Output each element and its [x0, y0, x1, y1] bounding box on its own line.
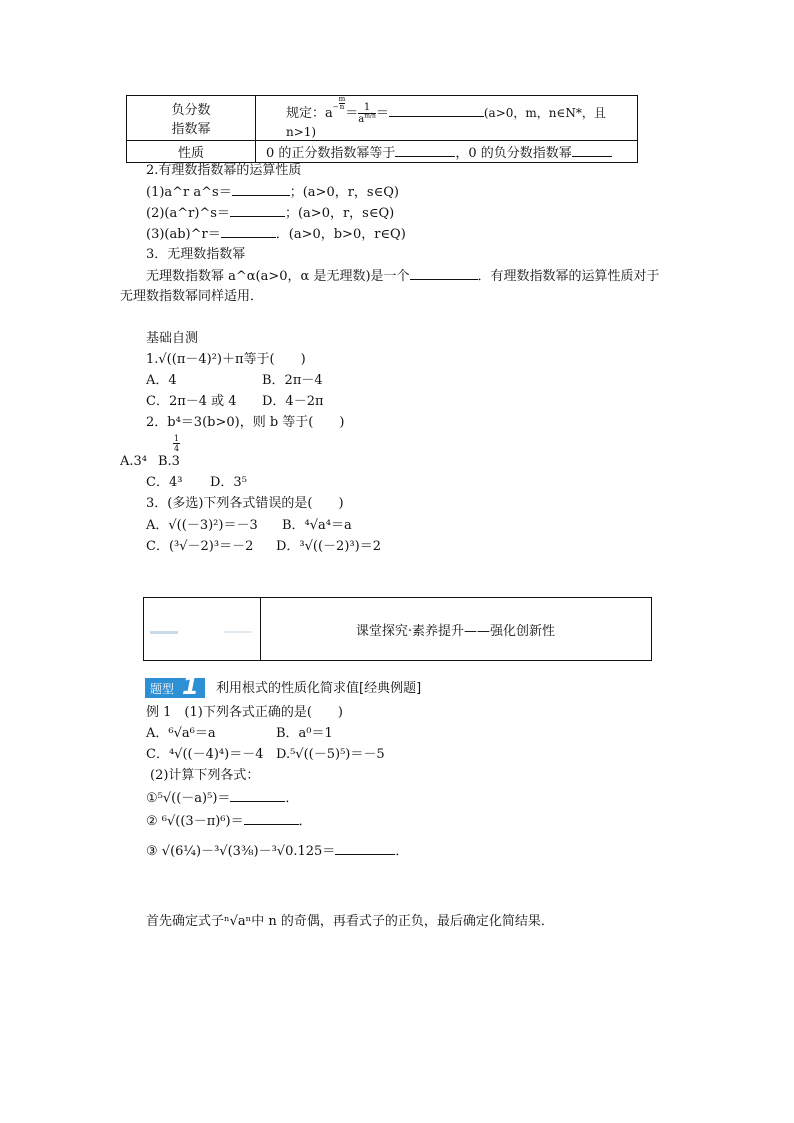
- q3: 3．(多选)下列各式错误的是( ): [146, 496, 344, 511]
- property-text1: 0 的正分数指数幂等于: [266, 146, 396, 161]
- eq2: ＝: [375, 106, 389, 121]
- blank-8[interactable]: [230, 789, 285, 802]
- blank-9[interactable]: [244, 812, 299, 825]
- q3-option-c[interactable]: C．(³√－2)³＝－2: [146, 539, 254, 554]
- exp-n: n: [339, 103, 345, 111]
- q2-b-exponent: [173, 434, 180, 453]
- q3-option-b[interactable]: B．⁴√a⁴＝a: [282, 518, 352, 533]
- example-part2: (2)计算下列各式：: [150, 768, 260, 783]
- property-text2: ，0 的负分数指数幂: [455, 146, 572, 161]
- irrational-text1: 无理数指数幂 a^α(a>0，α 是无理数)是一个: [146, 269, 410, 284]
- q1: 1.√((π－4)²)＋π等于( ): [146, 352, 306, 367]
- ops-item2-cond: ；(a>0，r，s∈Q): [284, 206, 395, 221]
- example-option-b[interactable]: B．a⁰＝1: [276, 726, 333, 741]
- ops-item2: [146, 204, 394, 223]
- rule-conditions: (a>0，m，n∈N*，且 n>1): [286, 106, 606, 139]
- q1-option-d[interactable]: D．4－2π: [262, 394, 324, 409]
- blank-1[interactable]: [389, 104, 484, 117]
- ops-item3-expr: (3)(ab)^r＝: [146, 227, 221, 242]
- ops-item1: [146, 183, 399, 202]
- irrational-line1: [146, 267, 660, 286]
- table-cell-rule: 规定：a− $\frac{m}{n}$ ＝ $\frac{1}{a^{m/n}}$ ＝ (a>0，m，n∈N*，且 n>1): [256, 96, 638, 141]
- example-option-d[interactable]: D.⁵√((－5)⁵)＝－5: [276, 747, 385, 762]
- q3-option-d[interactable]: D．³√((－2)³)＝2: [276, 539, 381, 554]
- exp-num: 1: [174, 434, 180, 443]
- eq1: ＝: [345, 106, 359, 121]
- calc-2: ② ⁶√((3－π)⁶)＝ ．: [146, 814, 312, 829]
- exp-den: 4: [174, 444, 180, 453]
- q2-option-b[interactable]: [158, 453, 180, 471]
- example-option-a[interactable]: A．⁶√a⁶＝a: [146, 726, 216, 741]
- q3-option-a[interactable]: A．√((－3)²)＝－3: [146, 518, 258, 533]
- blank-6[interactable]: [221, 225, 276, 238]
- irrational-text2: ．有理数指数幂的运算性质对于: [477, 269, 660, 284]
- example-heading: 例 1 (1)下列各式正确的是( ): [146, 705, 343, 720]
- irrational-line2: 无理数指数幂同样适用．: [120, 289, 264, 304]
- frac-den: a: [358, 114, 365, 125]
- ops-item1-expr: (1)a^r a^s＝: [146, 185, 232, 200]
- table-cell-label: [127, 96, 256, 141]
- ops-heading: 2.有理数指数幂的运算性质: [146, 163, 302, 178]
- calc-3: ③ √(6¼)－³√(3⅜)－³√0.125＝ ．: [146, 844, 409, 859]
- table-cell-label2: 性质: [127, 141, 256, 163]
- decor-bar: [150, 631, 178, 634]
- ops-item3-cond: ．(a>0，b>0，r∈Q): [275, 227, 406, 242]
- hint-text: 首先确定式子ⁿ√aⁿ中 n 的奇偶，再看式子的正负，最后确定化简结果．: [146, 914, 554, 929]
- q1-option-b[interactable]: B．2π－4: [262, 373, 323, 388]
- blank-5[interactable]: [230, 204, 285, 217]
- type-badge-label: 题型: [150, 682, 175, 696]
- example-option-c[interactable]: C．⁴√((－4)⁴)＝－4: [146, 747, 264, 762]
- section-header-decoration: [144, 598, 261, 660]
- blank-2[interactable]: [395, 144, 455, 157]
- q2-option-a[interactable]: A.3⁴: [120, 454, 148, 469]
- decor-bar: [224, 631, 252, 633]
- section-header: [143, 597, 652, 661]
- calc-2-expr: ② ⁶√((3－π)⁶)＝: [146, 814, 244, 829]
- q2-option-b-base: B.3: [158, 454, 180, 469]
- blank-10[interactable]: [335, 842, 395, 855]
- calc-3-expr: ③ √(6¼)－³√(3⅜)－³√0.125＝: [146, 844, 336, 859]
- exp-m: m: [338, 95, 346, 103]
- calc-1: ①⁵√((－a)⁵)＝ ．: [146, 791, 299, 806]
- q2-option-c[interactable]: C．4³: [146, 475, 183, 490]
- selftest-heading: 基础自测: [146, 331, 199, 346]
- q2-option-d[interactable]: D．3⁵: [210, 475, 247, 490]
- frac-num: 1: [358, 102, 376, 114]
- blank-7[interactable]: [410, 267, 478, 280]
- q1-option-c[interactable]: C．2π－4 或 4: [146, 394, 237, 409]
- calc-1-expr: ①⁵√((－a)⁵)＝: [146, 791, 231, 806]
- blank-4[interactable]: [232, 183, 290, 196]
- table-cell-property: [256, 141, 638, 163]
- q1-option-a[interactable]: A．4: [146, 373, 177, 388]
- label-line2: 指数幂: [171, 122, 211, 137]
- ops-item1-cond: ；(a>0，r，s∈Q): [289, 185, 399, 200]
- ops-item2-expr: (2)(a^r)^s＝: [146, 206, 230, 221]
- blank-3[interactable]: [572, 144, 612, 157]
- type-badge-number: 1: [182, 672, 199, 700]
- rule-prefix: 规定：a: [286, 106, 333, 121]
- section-title: 课堂探究·素养提升——强化创新性: [355, 624, 556, 639]
- ops-item3: [146, 225, 406, 244]
- type-badge: [145, 672, 205, 700]
- definition-table: [126, 95, 638, 163]
- label-line1: 负分数: [171, 103, 211, 118]
- q2: 2．b⁴＝3(b>0)，则 b 等于( ): [146, 415, 345, 430]
- type-title: 利用根式的性质化简求值[经典例题]: [216, 681, 422, 696]
- irrational-heading: 3．无理数指数幂: [146, 247, 246, 262]
